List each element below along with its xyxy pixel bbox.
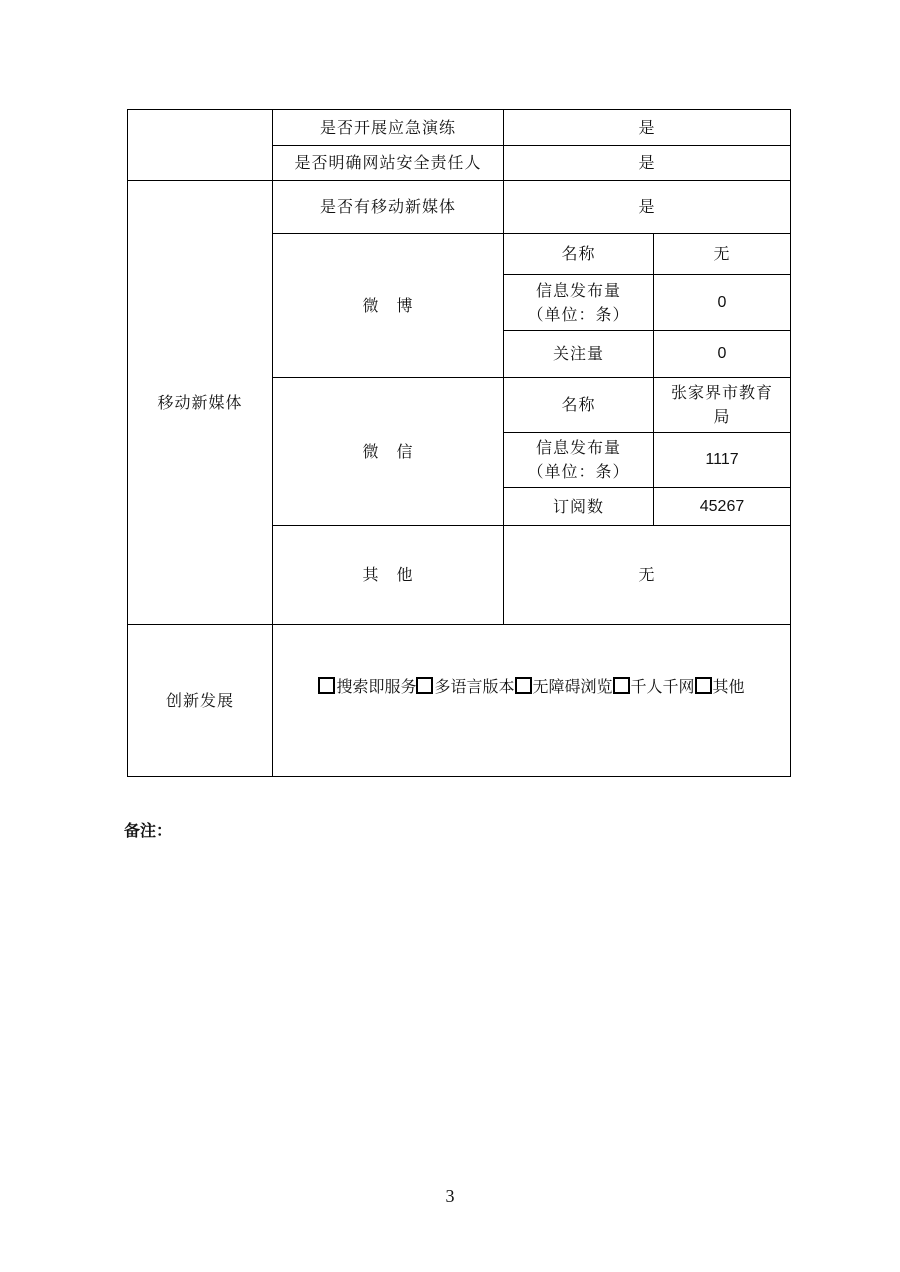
wechat-posts-value: 1117 — [654, 433, 791, 488]
wechat-posts-label-line1: 信息发布量 — [535, 438, 621, 457]
option-multilingual[interactable] — [416, 677, 514, 696]
drill-value: 是 — [504, 110, 791, 146]
responsible-value: 是 — [504, 146, 791, 181]
option-label: 搜索即服务 — [336, 677, 417, 696]
option-label: 无障碍浏览 — [532, 677, 613, 696]
innovation-section-label: 创新发展 — [128, 625, 273, 777]
innovation-options — [273, 625, 791, 777]
responsible-label: 是否明确网站安全责任人 — [273, 146, 504, 181]
weibo-followers-label: 关注量 — [504, 331, 654, 378]
weibo-posts-label-line2: （单位：条） — [527, 304, 630, 324]
other-value: 无 — [504, 526, 791, 625]
page-number: 3 — [445, 1186, 455, 1206]
mobile-section-label: 移动新媒体 — [128, 181, 273, 625]
has-mobile-label: 是否有移动新媒体 — [273, 181, 504, 234]
option-personalized[interactable] — [613, 677, 695, 696]
wechat-subs-label: 订阅数 — [504, 488, 654, 526]
wechat-name-value — [654, 378, 791, 433]
option-search-service[interactable] — [318, 677, 416, 696]
checkbox-icon[interactable] — [515, 677, 532, 694]
wechat-name-value-line1: 张家界市教育 — [671, 383, 774, 402]
weibo-posts-value: 0 — [654, 275, 791, 331]
blank-section-cell — [128, 110, 273, 181]
weibo-followers-value: 0 — [654, 331, 791, 378]
report-table — [127, 109, 791, 777]
other-label: 其 他 — [273, 526, 504, 625]
note-label: 备注： — [124, 821, 173, 840]
wechat-subs-value: 45267 — [654, 488, 791, 526]
weibo-posts-label — [504, 275, 654, 331]
option-label: 多语言版本 — [434, 677, 515, 696]
checkbox-icon[interactable] — [416, 677, 433, 694]
checkbox-icon[interactable] — [695, 677, 712, 694]
wechat-posts-label-line2: （单位：条） — [527, 462, 630, 481]
has-mobile-value: 是 — [504, 181, 791, 234]
weibo-label: 微 博 — [273, 234, 504, 378]
wechat-posts-label — [504, 433, 654, 488]
option-label: 其他 — [712, 677, 745, 696]
wechat-label: 微 信 — [273, 378, 504, 526]
drill-label: 是否开展应急演练 — [273, 110, 504, 146]
checkbox-icon[interactable] — [613, 677, 630, 694]
wechat-name-value-line2: 局 — [713, 407, 731, 426]
option-other[interactable] — [695, 677, 745, 696]
weibo-name-value: 无 — [654, 234, 791, 275]
checkbox-icon[interactable] — [318, 677, 335, 694]
option-label: 千人千网 — [630, 677, 695, 696]
weibo-posts-label-line1: 信息发布量 — [535, 280, 621, 300]
wechat-name-label: 名称 — [504, 378, 654, 433]
option-accessible-browsing[interactable] — [515, 677, 613, 696]
weibo-name-label: 名称 — [504, 234, 654, 275]
